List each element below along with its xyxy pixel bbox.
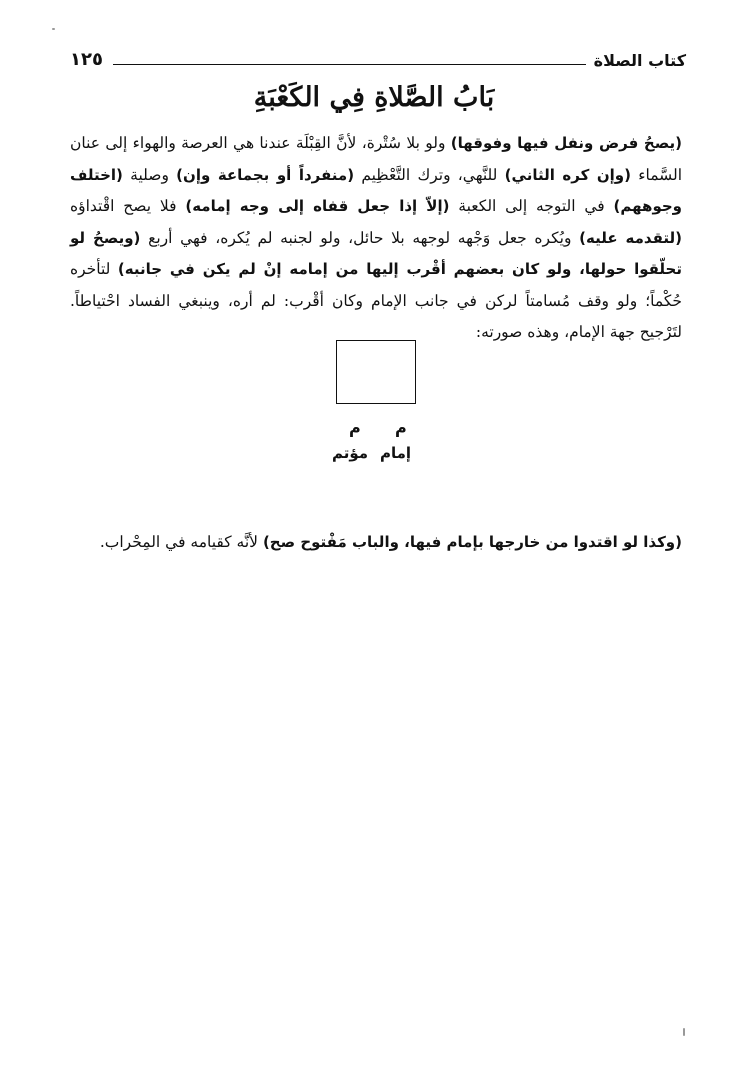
- main-paragraph-commentary-text: ولو بلا سُتْرة، لأنَّ القِبْلَة عندنا هي العرصة والهواء إلى عنان السَّماء: [70, 134, 683, 184]
- main-paragraph-matn-text: (يصحُ فرض ونفل فيها وفوقها): [450, 134, 682, 152]
- main-paragraph-matn-text: (إلاّ إذا جعل قفاه إلى وجه إمامه): [185, 197, 450, 215]
- main-paragraph-matn-text: (اختلف وجوههم): [70, 165, 682, 215]
- follower-label: مؤتم: [332, 444, 369, 462]
- main-paragraph-commentary-text: لتأخره حُكْماً؛ ولو وقف مُسامتاً لركن في جانب الإمام وكان أقْرب: لم أره، وينبغي الفساد احْتياطاً. لتَرْجيح جهة الإمام، وهذه صورته:: [70, 260, 682, 341]
- main-paragraph-matn-text: (وإن كره الثاني): [504, 165, 631, 184]
- book-title: كتاب الصلاة: [593, 51, 686, 70]
- follower-mark: م: [349, 418, 361, 437]
- imam-label: إمام: [380, 444, 412, 462]
- kaaba-diagram-box: [336, 340, 416, 404]
- second-paragraph-matn-text: (وكذا لو اقتدوا من خارجها بإمام فيها، والباب مَفْتوح صح): [262, 533, 682, 551]
- header-rule: [113, 64, 586, 65]
- second-paragraph-commentary-text: لأنَّه كقيامه في المِحْراب.: [99, 533, 263, 551]
- main-paragraph-matn-text: (ويصحُ لو تحلّقوا حولها، ولو كان بعضهم أقْرب إليها من إمامه إنْ لم يكن في جانبه): [70, 228, 682, 278]
- imam-mark: م: [395, 418, 407, 437]
- page-number: ١٢٥: [70, 49, 103, 70]
- main-paragraph-commentary-text: للنَّهي، وترك التَّعْظِيم: [354, 165, 505, 184]
- main-paragraph-matn-text: (لتقدمه عليه): [579, 228, 682, 247]
- running-header: [70, 40, 686, 70]
- main-paragraph-commentary-text: فلا يصح اقْتداؤه: [70, 197, 186, 215]
- scan-speck: [683, 1028, 685, 1036]
- main-paragraph-commentary-text: ويُكره جعل وَجْهه لوجهه بلا حائل، ولو لجنبه لم يُكره، فهي أربع: [140, 228, 580, 247]
- main-paragraph: [70, 128, 682, 349]
- scan-speck: [52, 28, 55, 30]
- main-paragraph-commentary-text: في التوجه إلى الكعبة: [449, 197, 614, 215]
- main-paragraph-commentary-text: وصلية: [122, 165, 177, 184]
- chapter-heading: بَابُ الصَّلاةِ فِي الكَعْبَةِ: [253, 82, 495, 113]
- main-paragraph-matn-text: (منفرداً أو بجماعة وإن): [176, 165, 355, 184]
- second-paragraph: [70, 526, 682, 558]
